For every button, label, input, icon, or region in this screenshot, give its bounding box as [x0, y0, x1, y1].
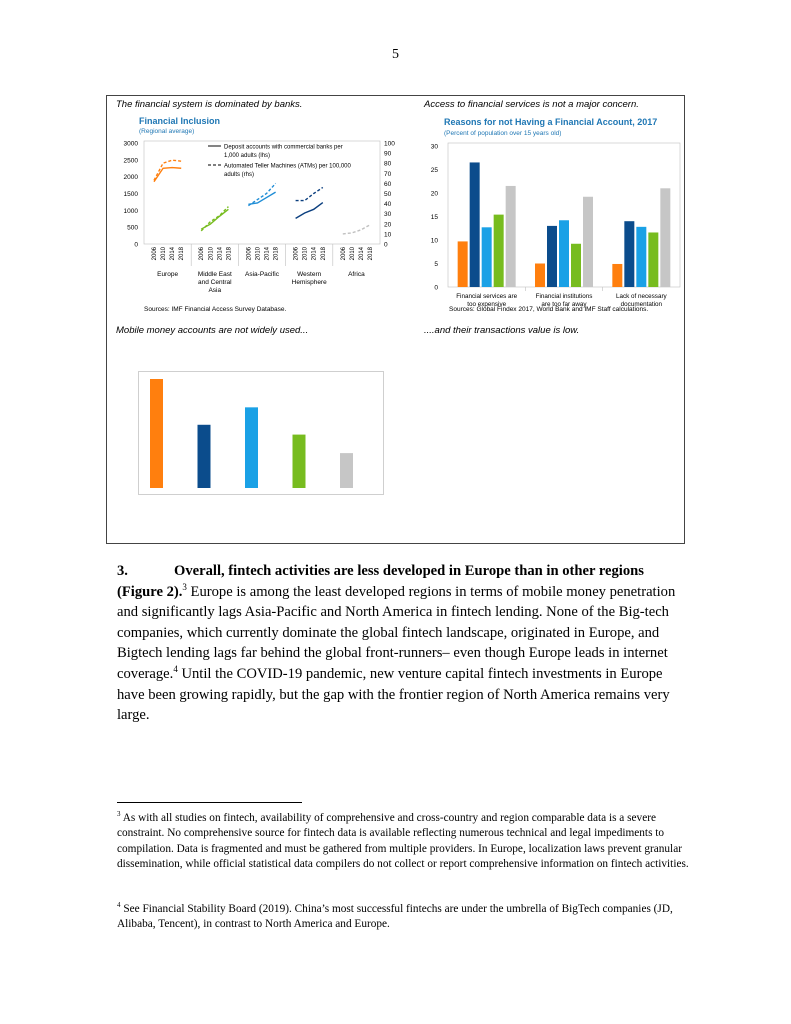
chart2-bar: [624, 221, 634, 287]
chart1-ytick-right: 90: [384, 150, 392, 158]
panel-title-bottom-right: ....and their transactions value is low.: [424, 325, 580, 336]
chart1-xtick: 2006: [293, 247, 300, 261]
chart2-bar: [660, 188, 670, 287]
chart2-category-label: Lack of necessary: [615, 293, 667, 300]
financial-inclusion-chart: [113, 136, 403, 314]
chart1-xtick: 2014: [311, 247, 318, 261]
chart3-bar: [293, 435, 306, 488]
chart1-xtick: 2018: [368, 247, 374, 261]
chart1-xtick: 2010: [255, 247, 262, 261]
chart2-category-label: documentation: [620, 301, 662, 308]
chart2-category-label: Financial institutions: [535, 293, 593, 300]
chart1-ytick-right: 100: [384, 140, 395, 148]
chart3-bar: [198, 425, 211, 488]
chart3-bar: [340, 453, 353, 488]
page-number: 5: [392, 47, 399, 62]
chart1-legend-label: adults (rhs): [224, 172, 255, 178]
section-number: 3.: [117, 563, 128, 579]
chart2-bar: [583, 197, 593, 287]
footnote-ref-4[interactable]: 4: [173, 664, 178, 675]
chart1-ytick-left: 2000: [123, 174, 138, 182]
chart2-bar: [559, 220, 569, 287]
chart2-bar: [571, 244, 581, 287]
chart1-region-label: Asia-Pacific: [245, 271, 279, 278]
chart1-region-label: Western: [297, 271, 322, 278]
panel-title-top-left: The financial system is dominated by banks.: [116, 99, 303, 110]
chart2-ytick: 25: [430, 167, 438, 174]
chart2-category-label: too expensive: [467, 301, 507, 308]
section-text-2: Until the COVID-19 pandemic, new venture capital fintech investments in Europe have been growing rapidly, but the gap with the frontier region of North America remains very large.: [117, 665, 670, 724]
panel-title-top-right: Access to financial services is not a major concern.: [424, 99, 639, 110]
chart1-ytick-right: 20: [384, 221, 392, 229]
chart2-bar: [612, 264, 622, 287]
reasons-bar-chart: [422, 138, 684, 310]
footnote-text-3: As with all studies on fintech, availability of comprehensive and cross-country and region comparable data is a severe constraint. No comprehensive source for fintech data is available reflecting numerous technical and legal impediments to compilation. Data is fragmented and must be gathered from multiple providers. In Europe, localization laws prevent granular dissemination, while official statistical data compilers do not collect or report comprehensive information on fintech activities.: [117, 812, 689, 870]
chart1-ytick-left: 500: [127, 224, 138, 232]
chart1-ytick-left: 1500: [123, 191, 138, 198]
chart-title-reasons: Reasons for not Having a Financial Account, 2017: [444, 117, 658, 127]
section-3-paragraph: [117, 561, 692, 726]
chart2-ytick: 10: [430, 237, 438, 245]
chart1-region-label: and Central: [197, 279, 232, 286]
chart3-bar: [150, 379, 163, 488]
chart-subtitle-reasons: (Percent of population over 15 years old): [444, 130, 562, 137]
chart1-xtick: 2014: [170, 247, 177, 261]
chart-subtitle-financial-inclusion: (Regional average): [139, 128, 195, 135]
chart2-ytick: 20: [430, 190, 438, 198]
chart2-ytick: 30: [430, 143, 438, 151]
chart3-bar: [245, 407, 258, 488]
chart1-xtick: 2010: [161, 247, 168, 261]
source-reasons: Sources: Global Findex 2017, World Bank and IMF Staff calculations.: [449, 306, 649, 313]
footnote-ref-3[interactable]: 3: [182, 581, 187, 592]
chart1-series-line: [201, 207, 228, 231]
chart1-ytick-left: 1000: [123, 207, 138, 215]
footnote-4: [117, 902, 692, 933]
chart1-xtick: 2018: [320, 247, 327, 261]
chart2-ytick: 15: [430, 214, 438, 221]
source-financial-inclusion: Sources: IMF Financial Access Survey Database.: [144, 306, 287, 313]
footnote-separator: [117, 802, 302, 803]
chart1-xtick: 2014: [264, 247, 271, 261]
footnote-mark-4: 4: [117, 901, 121, 910]
chart2-bar: [470, 162, 480, 287]
chart1-series-line: [296, 187, 323, 200]
footnote-mark-3: 3: [117, 810, 121, 819]
chart2-bar: [547, 226, 557, 287]
chart1-series-line: [154, 160, 181, 180]
chart-title-financial-inclusion: Financial Inclusion: [139, 116, 221, 126]
chart2-ytick: 5: [434, 261, 438, 268]
chart1-xtick: 2018: [273, 247, 280, 261]
chart1-region-label: Europe: [157, 271, 179, 278]
chart1-ytick-left: 3000: [123, 140, 138, 148]
chart1-legend-label: Deposit accounts with commercial banks per: [224, 144, 343, 151]
chart2-bar: [458, 241, 468, 287]
chart1-xtick: 2018: [226, 247, 233, 261]
chart1-legend-label: Automated Teller Machines (ATMs) per 100,000: [224, 163, 351, 170]
chart1-ytick-left: 2500: [123, 157, 138, 165]
section-lead: Overall, fintech activities are less developed in Europe than in other regions (Figure 2).: [117, 563, 644, 600]
chart1-ytick-left: 0: [134, 241, 138, 249]
chart1-region-label: Hemisphere: [291, 279, 327, 286]
chart2-ytick: 0: [434, 284, 438, 292]
chart2-bar: [482, 227, 492, 287]
chart2-category-label: are too far away: [541, 301, 587, 308]
chart1-series-line: [154, 168, 181, 182]
chart1-ytick-right: 50: [384, 191, 392, 198]
chart1-xtick: 2014: [358, 247, 365, 261]
footnote-3: [117, 811, 692, 872]
chart1-ytick-right: 80: [384, 160, 392, 168]
chart2-category-label: Financial services are: [456, 293, 518, 300]
chart1-xtick: 2010: [349, 247, 356, 261]
chart1-region-label: Asia: [208, 287, 222, 294]
chart1-ytick-right: 40: [384, 201, 392, 209]
figure-2: [106, 95, 685, 544]
chart1-xtick: 2006: [199, 247, 206, 261]
chart1-xtick: 2018: [179, 247, 186, 261]
chart1-ytick-right: 0: [384, 241, 388, 249]
footnote-text-4: See Financial Stability Board (2019). China’s most successful fintechs are under the umbrella of BigTech companies (JD, Alibaba, Tencent), in contrast to North America and Europe.: [117, 903, 673, 931]
chart1-xtick: 2010: [302, 247, 309, 261]
chart1-ytick-right: 10: [384, 231, 392, 239]
mobile-money-bar-chart: [138, 371, 384, 495]
chart1-ytick-right: 30: [384, 211, 392, 219]
chart1-xtick: 2006: [340, 247, 347, 261]
chart2-bar: [636, 227, 646, 287]
chart2-bar: [535, 264, 545, 288]
section-text-1: Europe is among the least developed regions in terms of mobile money penetration and significantly lags Asia-Pacific and North America in fintech lending. None of the Big-tech companies, which currently dominate the global fintech landscape, originated in Europe, and Bigtech lending lags far behind the global front-runners– even though Europe leads in internet coverage.: [117, 583, 676, 682]
chart1-xtick: 2014: [217, 247, 224, 261]
chart1-xtick: 2010: [208, 247, 215, 261]
chart2-bar: [648, 232, 658, 287]
chart1-ytick-right: 60: [384, 180, 392, 188]
panel-title-bottom-left: Mobile money accounts are not widely used...: [116, 325, 309, 336]
chart1-xtick: 2006: [246, 247, 253, 261]
chart1-ytick-right: 70: [384, 170, 392, 178]
chart1-xtick: 2006: [152, 247, 158, 261]
chart2-bar: [494, 215, 504, 287]
chart1-series-line: [343, 225, 370, 234]
chart1-region-label: Africa: [348, 271, 365, 278]
chart1-legend-label: 1,000 adults (lhs): [224, 153, 271, 159]
chart1-region-label: Middle East: [197, 271, 232, 278]
chart2-bar: [506, 186, 516, 287]
chart1-series-line: [296, 203, 323, 219]
